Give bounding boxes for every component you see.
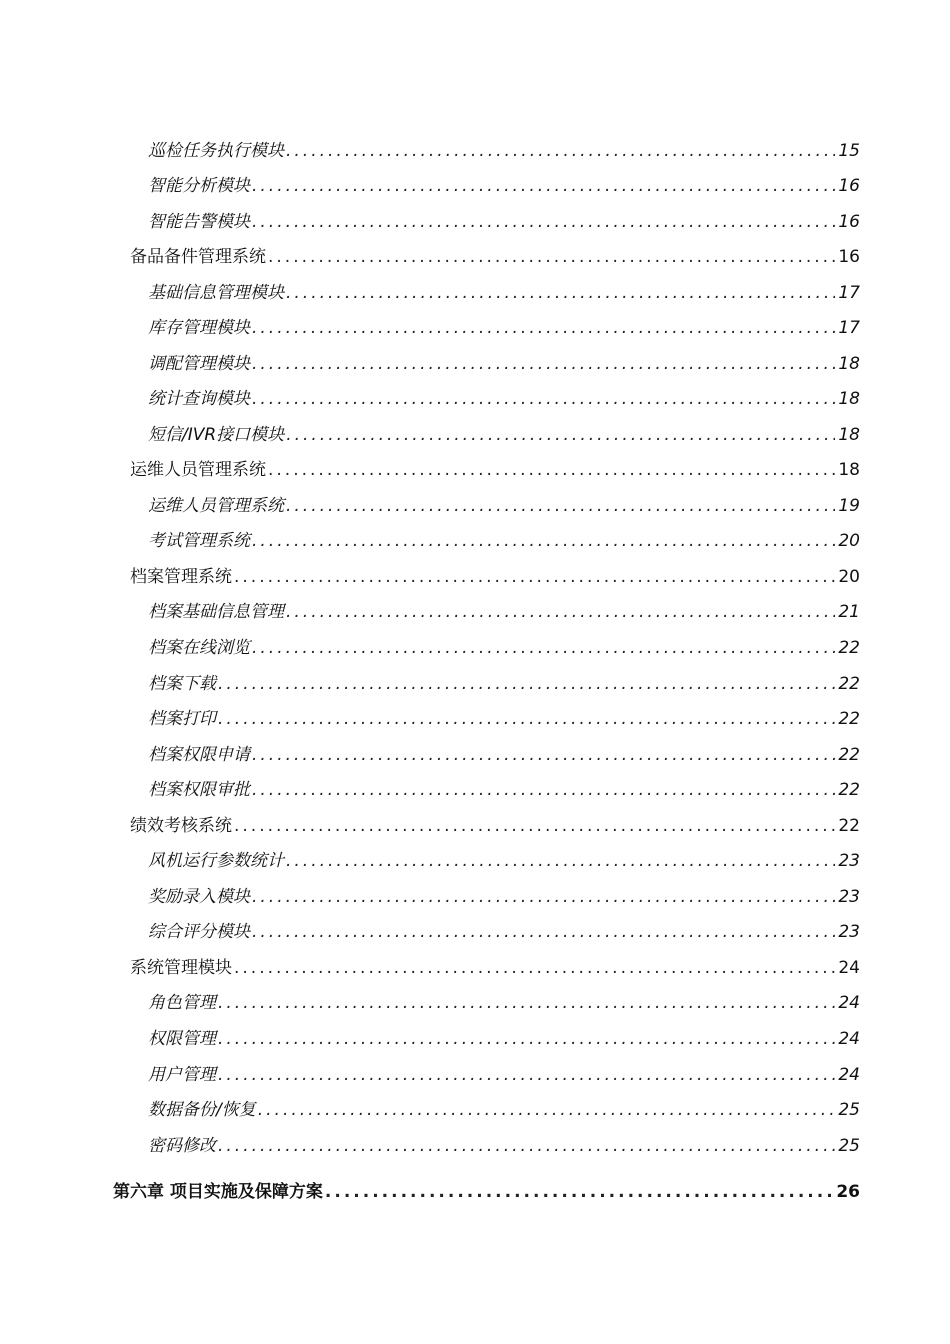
toc-page-number: 23 [838,887,860,907]
toc-entry[interactable] [148,1024,860,1054]
dot-leader [252,207,835,237]
dot-leader [286,278,835,308]
dot-leader [252,349,835,379]
toc-entry[interactable] [130,455,860,485]
toc-title: 档案管理系统 [130,567,232,587]
toc-title: 统计查询模块 [148,389,250,409]
toc-title: 绩效考核系统 [130,816,232,836]
toc-page-number: 16 [838,212,860,232]
dot-leader [234,562,835,592]
dot-leader [268,242,835,272]
toc-entry[interactable] [148,1060,860,1090]
dot-leader [286,491,835,521]
dot-leader [325,1177,833,1207]
toc-title: 综合评分模块 [148,922,250,942]
dot-leader [218,669,835,699]
toc-entry[interactable] [148,740,860,770]
toc-page-number: 18 [838,354,860,374]
toc-title: 短信/IVR接口模块 [148,425,285,445]
toc-title: 巡检任务执行模块 [148,141,284,161]
toc-page-number: 24 [838,1065,860,1085]
toc-entry[interactable] [148,775,860,805]
toc-entry[interactable] [148,988,860,1018]
toc-title: 系统管理模块 [130,958,232,978]
dot-leader [252,917,835,947]
toc-page-number: 25 [838,1136,860,1156]
dot-leader [234,811,835,841]
toc-entry[interactable] [148,1131,860,1161]
toc-title: 权限管理 [148,1029,216,1049]
toc-title: 调配管理模块 [148,354,250,374]
toc-page-number: 18 [838,389,860,409]
toc-page-number: 15 [838,141,860,161]
toc-page-number: 20 [838,567,860,587]
toc-entry[interactable] [148,491,860,521]
toc-title: 考试管理系统 [148,531,250,551]
toc-title: 档案下载 [148,674,216,694]
toc-entry[interactable] [148,207,860,237]
toc-page-number: 23 [838,851,860,871]
dot-leader [218,1131,835,1161]
toc-page-number: 22 [838,674,860,694]
toc-page-number: 23 [838,922,860,942]
toc-title: 数据备份/恢复 [148,1100,256,1120]
dot-leader [268,455,835,485]
toc-page-number: 22 [838,709,860,729]
toc-entry[interactable] [130,562,860,592]
toc-entry[interactable] [148,1095,860,1125]
toc-page-number: 21 [838,602,860,622]
dot-leader [286,846,835,876]
toc-entry[interactable] [130,953,860,983]
toc-entry[interactable] [130,811,860,841]
dot-leader [218,1060,835,1090]
toc-page-number: 25 [838,1100,860,1120]
toc-title: 密码修改 [148,1136,216,1156]
toc-entry[interactable] [148,278,860,308]
toc-title: 备品备件管理系统 [130,247,266,267]
toc-page-number: 22 [838,780,860,800]
toc-entry[interactable] [148,597,860,627]
toc-title: 运维人员管理系统 [148,496,284,516]
toc-entry[interactable] [148,136,860,166]
toc-page-number: 16 [838,176,860,196]
toc-page-number: 26 [836,1182,860,1202]
toc-page-number: 24 [838,1029,860,1049]
toc-title: 风机运行参数统计 [148,851,284,871]
toc-title: 档案基础信息管理 [148,602,284,622]
toc-title: 角色管理 [148,993,216,1013]
toc-entry-chapter[interactable] [113,1177,860,1207]
toc-title: 运维人员管理系统 [130,460,266,480]
dot-leader [252,171,835,201]
dot-leader [252,526,835,556]
toc-page-number: 22 [838,745,860,765]
dot-leader [234,953,835,983]
dot-leader [218,1024,835,1054]
toc-page-number: 19 [838,496,860,516]
toc-page-number: 20 [838,531,860,551]
dot-leader [286,136,835,166]
toc-entry[interactable] [148,633,860,663]
toc-entry[interactable] [148,420,860,450]
toc-page-number: 17 [838,283,860,303]
dot-leader [252,882,835,912]
dot-leader [286,420,835,450]
toc-page-number: 24 [838,958,860,978]
toc-entry[interactable] [130,242,860,272]
dot-leader [252,740,835,770]
toc-page-number: 18 [838,425,860,445]
toc-entry[interactable] [148,349,860,379]
dot-leader [286,597,835,627]
toc-title: 用户管理 [148,1065,216,1085]
toc-entry[interactable] [148,384,860,414]
toc-title: 第六章 项目实施及保障方案 [113,1182,323,1202]
toc-page-number: 18 [838,460,860,480]
dot-leader [218,704,835,734]
dot-leader [218,988,835,1018]
toc-title: 基础信息管理模块 [148,283,284,303]
toc-title: 奖励录入模块 [148,887,250,907]
dot-leader [258,1095,836,1125]
toc-title: 档案权限申请 [148,745,250,765]
toc-page-number: 16 [838,247,860,267]
toc-page-number: 24 [838,993,860,1013]
toc-entry[interactable] [148,846,860,876]
toc-entry[interactable] [148,669,860,699]
toc-entry[interactable] [148,882,860,912]
toc-entry[interactable] [148,171,860,201]
toc-entry[interactable] [148,313,860,343]
toc-title: 库存管理模块 [148,318,250,338]
dot-leader [252,775,835,805]
dot-leader [252,313,835,343]
dot-leader [252,384,835,414]
toc-title: 档案权限审批 [148,780,250,800]
toc-title: 智能分析模块 [148,176,250,196]
toc-title: 智能告警模块 [148,212,250,232]
toc-entry[interactable] [148,917,860,947]
toc-entry[interactable] [148,704,860,734]
toc-entry[interactable] [148,526,860,556]
toc-page-number: 22 [838,638,860,658]
dot-leader [252,633,835,663]
toc-title: 档案在线浏览 [148,638,250,658]
toc-page-number: 22 [838,816,860,836]
toc-title: 档案打印 [148,709,216,729]
toc-page-number: 17 [838,318,860,338]
